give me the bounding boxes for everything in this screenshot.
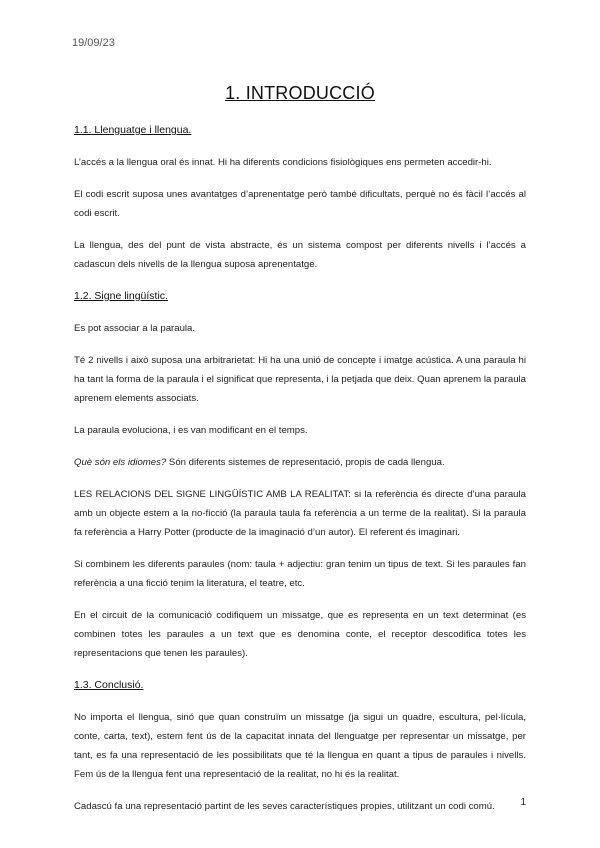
paragraph: Si combinem les diferents paraules (nom: taula + adjectiu: gran tenim un tipus de text. Si les paraules fan referència a una ficció tenim la literatura, el teatre, etc. [74, 559, 526, 589]
document-body [74, 121, 526, 829]
paragraph: La paraula evoluciona, i es van modificant en el temps. [74, 425, 308, 436]
document-title: 1. INTRODUCCIÓ [225, 83, 375, 103]
section-heading-1-2: 1.2. Signe lingüístic. [74, 290, 168, 302]
page-number: 1 [520, 797, 526, 808]
paragraph: El codi escrit suposa unes avantatges d’aprenentatge però també dificultats, perquè no és fàcil l’accés al codi escrit. [74, 189, 526, 219]
paragraph-text: Són diferents sistemes de representació, propis de cada llengua. [166, 457, 445, 468]
section-heading-1-3: 1.3. Conclusió. [74, 679, 144, 691]
paragraph: LES RELACIONS DEL SIGNE LINGÜÍSTIC AMB LA REALITAT: si la referència és directe d’una paraula amb un objecte estem a la no-ficció (la paraula taula fa referència a un terme de la realitat). Si la paraula fa referència a Harry Potter (producte de la imaginació d’un autor). El referent és imaginari. [74, 489, 526, 538]
paragraph: No importa el llengua, sinó que quan construïm un missatge (ja sigui un quadre, escultura, pel·lícula, conte, carta, text), estem fent ús de la capacitat innata del llenguatge per representar un missatge, per tant, es fa una representació de les possibilitats que té la llengua en quant a tipus de paraules i nivells. Fem ús de la llengua fent una representació de la realitat, no hi és la realitat. [74, 712, 526, 780]
document-date: 19/09/23 [72, 37, 115, 49]
paragraph [74, 453, 526, 472]
paragraph: En el circuit de la comunicació codifiquem un missatge, que es representa en un text determinat (es combinen totes les paraules a un text que es denomina conte, el receptor descodifica totes les representacions que tenen les paraules). [74, 610, 526, 659]
paragraph: La llengua, des del punt de vista abstracte, és un sistema compost per diferents nivells i l’accés a cadascun dels nivells de la llengua suposa aprenentatge. [74, 240, 526, 270]
paragraph: L’accés a la llengua oral és innat. Hi ha diferents condicions fisiològiques ens permeten accedir-hi. [74, 157, 492, 168]
paragraph: Cadascú fa una representació partint de les seves característiques propies, utilitzant un codi comú. [74, 801, 495, 812]
italic-question: Què són els idiomes? [74, 457, 167, 468]
paragraph: Té 2 nivells i això suposa una arbitrarietat: Hi ha una unió de concepte i imatge acústica. A una paraula hi ha tant la forma de la paraula i el significat que representa, i la petjada que deix. Quan aprenem la paraula aprenem elements associats. [74, 355, 526, 404]
paragraph: Es pot associar a la paraula. [74, 323, 196, 334]
section-heading-1-1: 1.1. Llenguatge i llengua. [74, 124, 192, 136]
